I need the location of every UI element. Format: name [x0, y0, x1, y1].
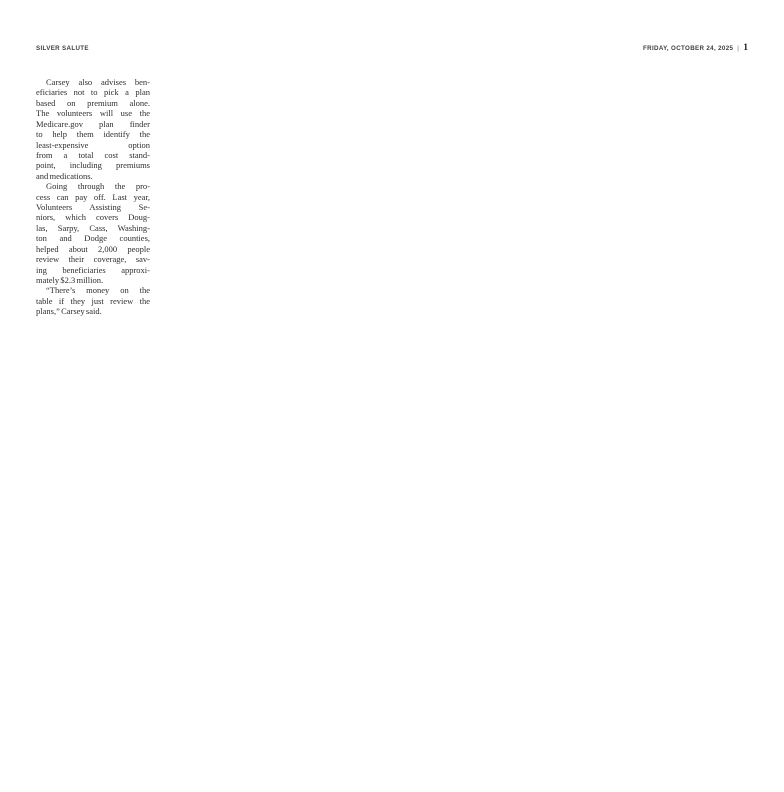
text-line: mately $2.3 million. — [36, 275, 104, 286]
date-text: FRIDAY, OCTOBER 24, 2025 — [643, 45, 734, 52]
text-line: table if they just review the — [36, 295, 150, 306]
text-line: ing beneficiaries approxi- — [36, 264, 150, 275]
text-line: and medications. — [36, 170, 93, 181]
text-line: Volunteers Assisting Se- — [36, 202, 150, 213]
text-line: niors, which covers Doug- — [36, 212, 150, 223]
text-line: point, including premiums — [36, 160, 150, 171]
paragraph-1 — [36, 77, 150, 181]
paragraph-3 — [36, 285, 150, 316]
article-column — [36, 77, 150, 317]
text-line: eficiaries not to pick a plan — [36, 87, 150, 98]
page-header — [36, 43, 748, 53]
text-line: helped about 2,000 people — [36, 243, 150, 254]
text-line: from a total cost stand- — [36, 149, 150, 160]
text-line: las, Sarpy, Cass, Washing- — [36, 222, 150, 233]
text-line: least-expensive option — [36, 139, 150, 150]
text-line: ton and Dodge counties, — [36, 233, 150, 244]
page-number: 1 — [743, 43, 748, 53]
section-title: SILVER SALUTE — [36, 45, 89, 52]
text-line: to help them identify the — [36, 129, 150, 140]
header-separator: | — [737, 45, 740, 52]
text-line: review their coverage, sav- — [36, 254, 150, 265]
text-line: plans,” Carsey said. — [36, 306, 102, 317]
text-line: Medicare.gov plan finder — [36, 118, 150, 129]
text-line: Going through the pro- — [46, 181, 150, 192]
text-line: “There’s money on the — [46, 285, 150, 296]
paragraph-2 — [36, 181, 150, 285]
text-line: Carsey also advises ben- — [46, 77, 150, 87]
dateline — [643, 43, 748, 53]
text-line: The volunteers will use the — [36, 108, 150, 119]
text-line: based on premium alone. — [36, 97, 150, 108]
text-line: cess can pay off. Last year, — [36, 191, 150, 202]
